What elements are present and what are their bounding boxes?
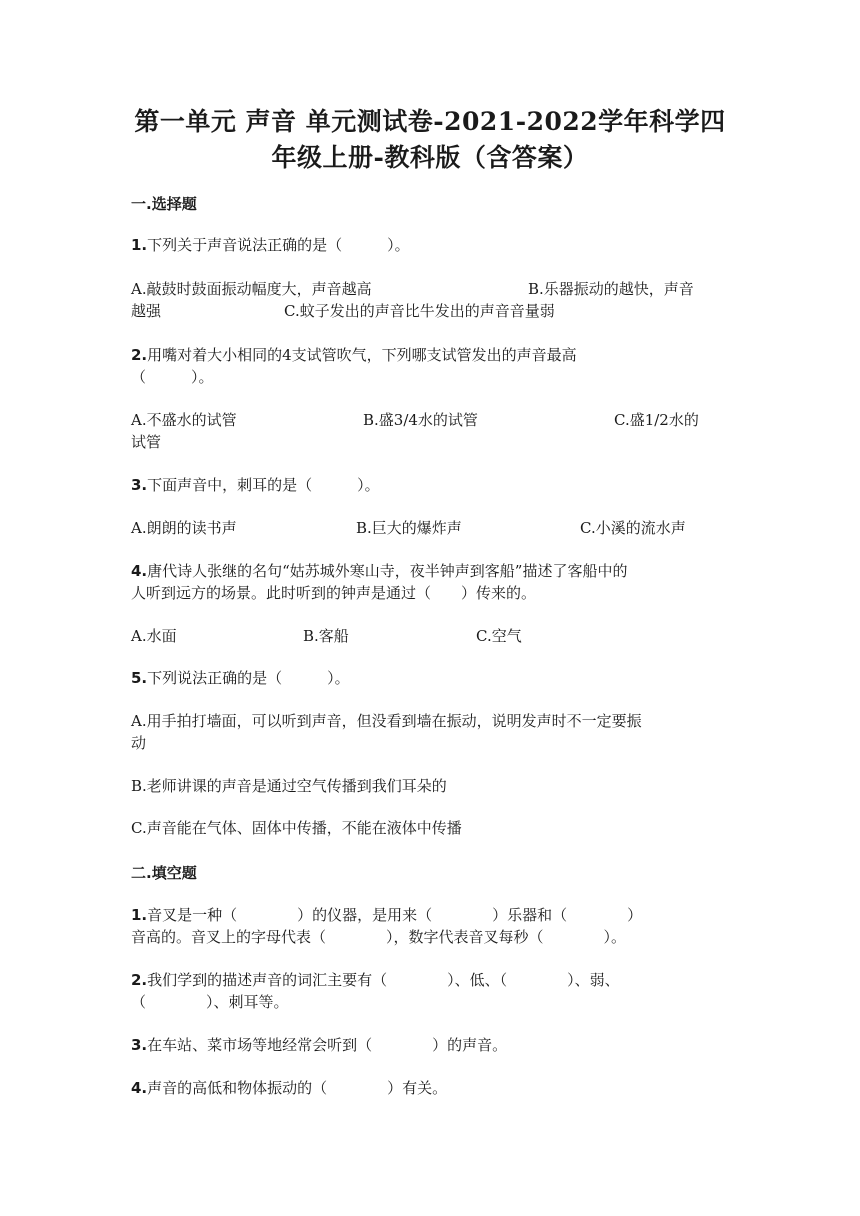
question-text: 下列关于声音说法正确的是（ ）。 — [147, 236, 410, 254]
q4-option-b: B.客船 — [303, 627, 349, 645]
q3-option-a: A.朗朗的读书声 — [131, 519, 237, 537]
q1-option-a: A.敲鼓时鼓面振动幅度大，声音越高 — [131, 280, 372, 298]
question-number: 2. — [131, 346, 148, 364]
q2-option-b: B.盛3/4水的试管 — [363, 411, 478, 429]
question-4 — [131, 561, 627, 581]
q3-option-b: B.巨大的爆炸声 — [356, 519, 462, 537]
section-heading-fill: 二.填空题 — [131, 864, 197, 882]
question-number: 4. — [131, 562, 148, 580]
q4-option-c: C.空气 — [476, 627, 522, 645]
q5-option-c: C.声音能在气体、固体中传播，不能在液体中传播 — [131, 819, 462, 837]
question-number: 3. — [131, 476, 148, 494]
question-number: 5. — [131, 669, 148, 687]
q5-option-a-cont: 动 — [131, 734, 147, 752]
fill-question-1 — [131, 905, 642, 925]
question-number: 1. — [131, 236, 148, 254]
q3-option-c: C.小溪的流水声 — [580, 519, 686, 537]
question-1 — [131, 235, 410, 255]
q1-option-b-cont: 越强 — [131, 302, 162, 320]
title-line-2: 年级上册-教科版（含答案） — [271, 143, 589, 172]
question-text: 音叉是一种（ ）的仪器，是用来（ ）乐器和（ ） — [147, 906, 643, 924]
question-text: 在车站、菜市场等地经常会听到（ ）的声音。 — [147, 1036, 508, 1054]
question-number: 3. — [131, 1036, 148, 1054]
title-line-1: 第一单元 声音 单元测试卷-2021-2022学年科学四 — [134, 107, 726, 136]
question-number: 2. — [131, 971, 148, 989]
q1-option-c: C.蚊子发出的声音比牛发出的声音音量弱 — [284, 302, 555, 320]
q1-option-b: B.乐器振动的越快，声音 — [528, 280, 694, 298]
fill-question-2-cont: （ ）、刺耳等。 — [131, 993, 289, 1011]
page-title — [100, 104, 760, 176]
question-3 — [131, 475, 380, 495]
q2-option-a: A.不盛水的试管 — [131, 411, 237, 429]
question-2 — [131, 345, 577, 365]
fill-question-4 — [131, 1078, 447, 1098]
question-text: 下列说法正确的是（ ）。 — [147, 669, 350, 687]
question-2-cont: （ ）。 — [131, 368, 214, 386]
q2-option-c: C.盛1/2水的 — [614, 411, 699, 429]
q2-option-c-cont: 试管 — [131, 433, 162, 451]
question-text: 唐代诗人张继的名句“姑苏城外寒山寺，夜半钟声到客船”描述了客船中的 — [147, 562, 628, 580]
fill-question-2 — [131, 970, 620, 990]
question-4-cont: 人听到远方的场景。此时听到的钟声是通过（ ）传来的。 — [131, 584, 537, 602]
fill-question-3 — [131, 1035, 507, 1055]
q4-option-a: A.水面 — [131, 627, 177, 645]
fill-question-1-cont: 音高的。音叉上的字母代表（ ），数字代表音叉每秒（ ）。 — [131, 928, 627, 946]
question-text: 声音的高低和物体振动的（ ）有关。 — [147, 1079, 448, 1097]
question-text: 用嘴对着大小相同的4支试管吹气，下列哪支试管发出的声音最高 — [147, 346, 577, 364]
question-text: 下面声音中，刺耳的是（ ）。 — [147, 476, 380, 494]
q5-option-a: A.用手拍打墙面，可以听到声音，但没看到墙在振动，说明发声时不一定要振 — [131, 712, 642, 730]
question-text: 我们学到的描述声音的词汇主要有（ ）、低、（ ）、弱、 — [147, 971, 620, 989]
q5-option-b: B.老师讲课的声音是通过空气传播到我们耳朵的 — [131, 777, 447, 795]
section-heading-choice: 一.选择题 — [131, 195, 197, 213]
question-5 — [131, 668, 350, 688]
question-number: 4. — [131, 1079, 148, 1097]
question-number: 1. — [131, 906, 148, 924]
